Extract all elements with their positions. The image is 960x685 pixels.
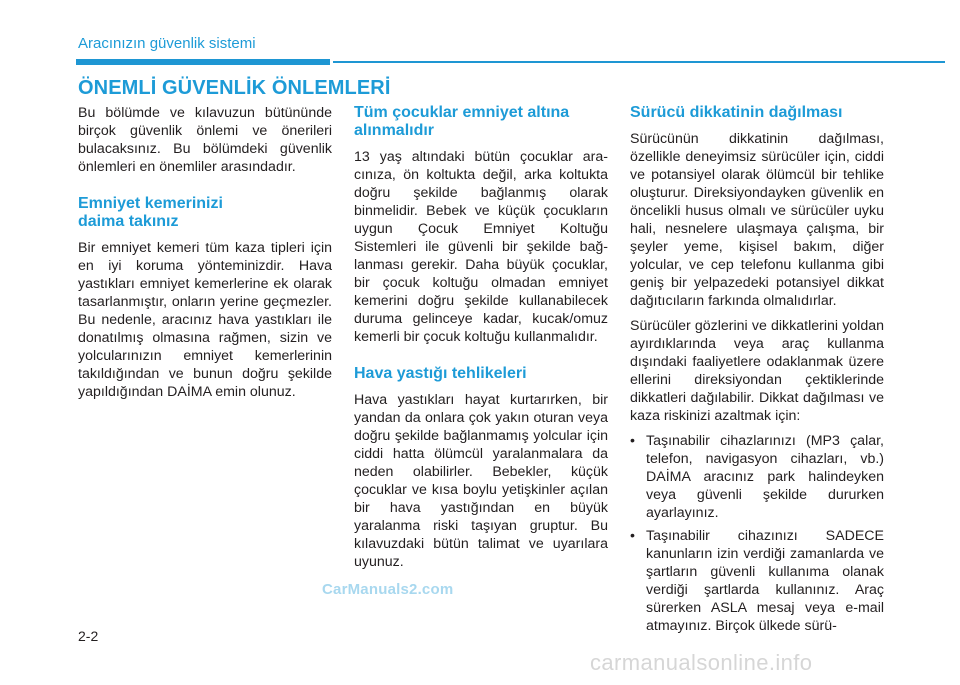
column-3 xyxy=(630,104,884,640)
list-item xyxy=(630,432,884,522)
seatbelt-paragraph: Bir emniyet kemeri tüm kaza tipleri için en iyi koruma yönteminizdir. Hava yastıkları emniyet kemerlerine ek olarak tasarlanmıştır, onların yerine geçmezler. Bu nedenle, aracınız hava yastıkları ile donatılmış olmasına rağmen, sizin ve yolcularınızın emniyet kemerlerinin takıldığından ve bunun doğru şekilde yapıldığından DAİMA emin olunuz. xyxy=(78,240,332,400)
airbag-heading: Hava yastığı tehlikeleri xyxy=(354,365,527,382)
bullet-icon: • xyxy=(630,433,635,449)
column-1 xyxy=(78,104,332,408)
list-item-text: Taşınabilir cihazlarınızı (MP3 çalar, telefon, navigasyon cihazları, vb.) DAİMA aracınız park halindeyken veya güvenli şekilde dururken ayarlayınız. xyxy=(646,433,884,521)
distraction-list xyxy=(630,432,884,635)
list-item-text: Taşınabilir cihazınızı SADECE kanunların izin verdiği zamanlarda ve şartların güvenli kullanıma olanak verdiği şartlarda kullanınız. Araç sürerken ASLA mesaj veya e-mail atmayınız. Birçok ülkede sürü- xyxy=(646,528,884,634)
distraction-paragraph-1: Sürücünün dikkatinin dağılması, özellikle deneyimsiz sürücüler için, ciddi ve potansiyel olarak ölümcül bir tehlike oluşturur. Direksiyondayken güvenlik en öncelikli husus olmalı ve sürücüler uyku hali, nesnelere ulaşmaya çalışma, bir şeyler yeme, kişisel bakım, diğer yolcular, ve cep telefonu kullanma gibi geniş bir yelpazedeki potansiyel dikkat dağıtıcıların farkında olmalıdırlar. xyxy=(630,131,884,309)
intro-paragraph: Bu bölümde ve kılavuzun bütününde birçok güvenlik önlemi ve önerileri bulacaksınız. Bu bölümdeki güvenlik önlemleri en önemliler arasındadır. xyxy=(78,105,332,175)
watermark-link[interactable]: CarManuals2.com xyxy=(322,581,454,598)
footer-watermark: carmanualsonline.info xyxy=(590,650,813,675)
seatbelt-heading: Emniyet kemerinizi daima takınız xyxy=(78,195,223,230)
header-rule-thick xyxy=(76,59,330,65)
list-item xyxy=(630,527,884,635)
distraction-paragraph-2: Sürücüler gözlerini ve dikkatlerini yoldan ayırdıklarında veya araç kullanma dışındaki faaliyetlere odaklanmak üzere ellerini direksiyondan çektiklerinde dikkatleri dağılabilir. Dikkat dağılması ve kaza riskinizi azaltmak için: xyxy=(630,318,884,424)
page-number: 2-2 xyxy=(78,628,99,644)
children-paragraph: 13 yaş altındaki bütün çocuklar aracınıza, ön koltukta değil, arka koltukta doğru şekilde bağlanmış olarak binmelidir. Bebek ve küçük çocukların uygun Çocuk Emniyet Koltuğu Sistemleri ile güvenli bir şekilde bağlanması gerekir. Daha büyük çocuklar, bir çocuk koltuğu olmadan emniyet kemerini doğru şekilde kullanabilecek duruma gelinceye kadar, kucak/omuz kemerli bir çocuk koltuğu kullanmalıdır. xyxy=(354,149,608,345)
section-label: Aracınızın güvenlik sistemi xyxy=(78,35,256,52)
airbag-paragraph: Hava yastıkları hayat kurtarırken, bir yandan da onlara çok yakın oturan veya doğru şekilde bağlanmamış yolcular için ciddi hatta ölümcül yaralanmalara da neden olabilirler. Bebekler, küçük çocuklar ve kısa boylu yetişkinler açılan bir hava yastığından en büyük yaralanma riski taşıyan gruptur. Bu kılavuzdaki bütün talimat ve uyarılara uyunuz. xyxy=(354,392,608,570)
distraction-heading: Sürücü dikkatinin dağılması xyxy=(630,104,843,121)
children-heading: Tüm çocuklar emniyet altına alınmalıdır xyxy=(354,104,570,139)
column-2 xyxy=(354,104,608,578)
bullet-icon: • xyxy=(630,528,635,544)
header-rule-thin xyxy=(333,61,945,63)
page-title: ÖNEMLİ GÜVENLİK ÖNLEMLERİ xyxy=(78,77,391,99)
